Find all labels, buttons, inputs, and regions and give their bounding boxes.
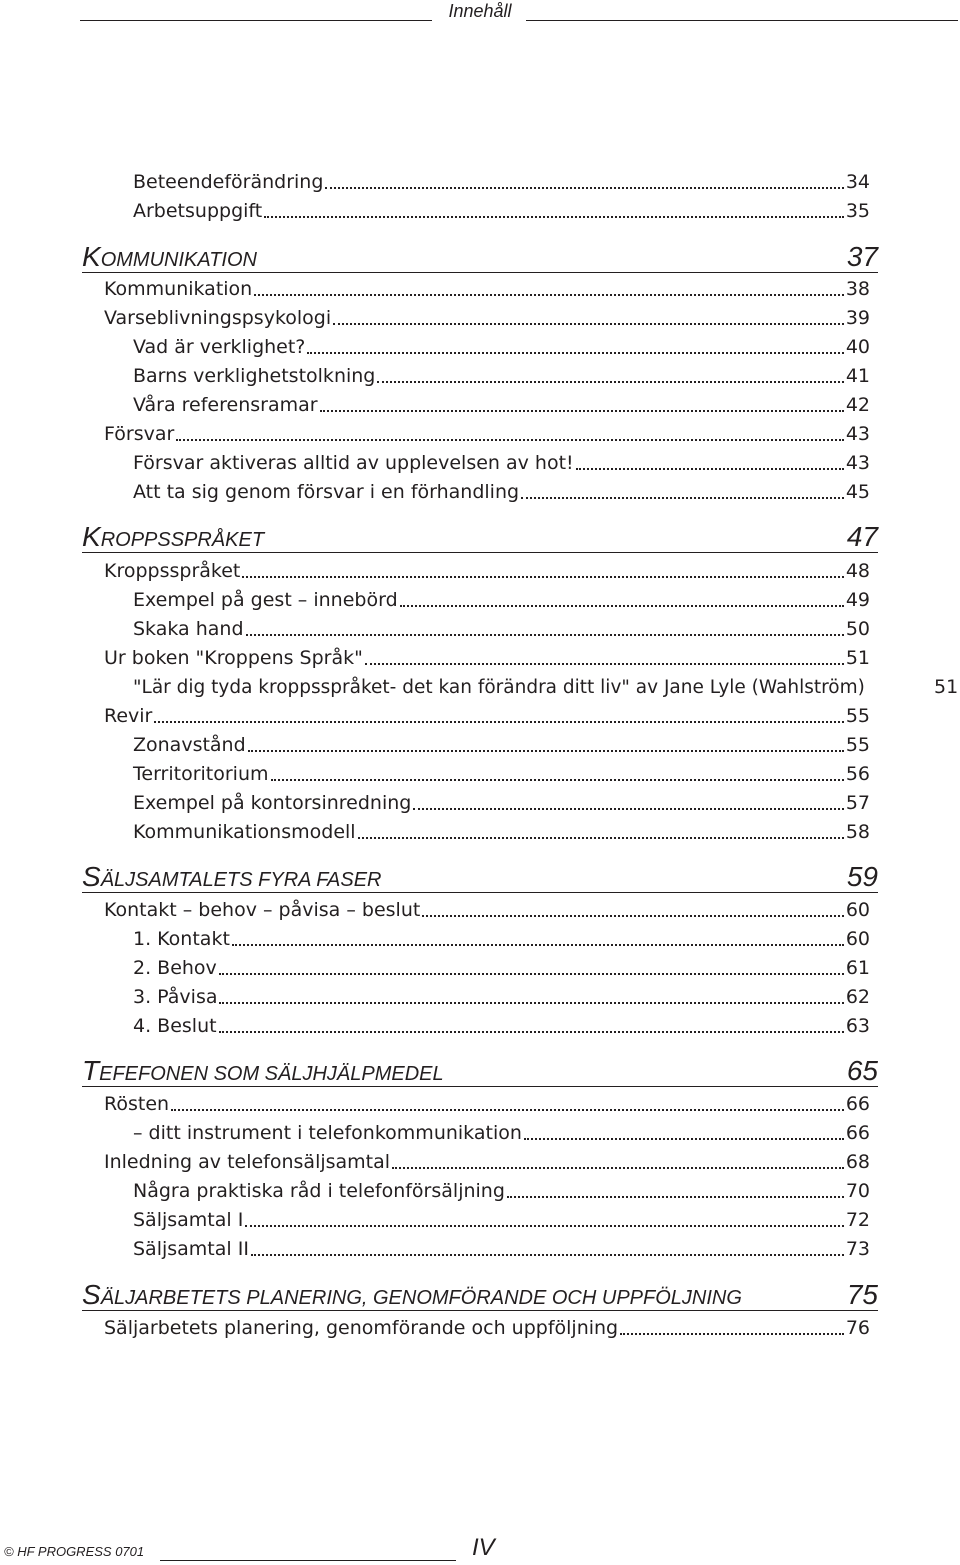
toc-entry-label: Territoritorium [133,763,269,785]
toc-section-heading[interactable] [82,518,878,553]
dot-leader [264,215,844,218]
toc-entry-label: – ditt instrument i telefonkommunikation [133,1122,522,1144]
dot-leader [377,380,843,383]
toc-entry-page: 43 [845,423,870,445]
toc-entry[interactable] [104,645,870,671]
toc-entry-page: 72 [845,1209,870,1231]
toc-entry-label: Inledning av telefonsäljsamtal [104,1151,391,1173]
toc-entry-page: 56 [845,763,870,785]
toc-entry-page: 49 [845,589,870,611]
toc-entry[interactable] [133,169,870,195]
dot-leader [524,1137,844,1140]
dot-leader [507,1195,844,1198]
toc-entry-page: 40 [845,336,870,358]
dot-leader [320,409,844,412]
dot-leader [521,496,844,499]
toc-entry-page: 34 [845,171,870,193]
toc-entry-page: 68 [845,1151,870,1173]
toc-entry-label: 4. Beslut [133,1015,217,1037]
toc-entry-label: Kommunikationsmodell [133,821,356,843]
dot-leader [219,972,844,975]
dot-leader [176,438,844,441]
toc-entry-label: Några praktiska råd i telefonförsäljning [133,1180,505,1202]
toc-entry-page: 51 [934,676,959,698]
toc-entry-page: 62 [845,986,870,1008]
dot-leader [413,807,843,810]
toc-entry-label: "Lär dig tyda kroppsspråket- det kan förändra ditt liv" av Jane Lyle (Wahlström) [133,677,865,698]
dot-leader [242,575,843,578]
dot-leader [422,914,844,917]
toc-entry-label: Revir [104,705,153,727]
dot-leader [392,1166,844,1169]
section-page: 59 [846,861,878,892]
toc-entry[interactable] [104,897,870,923]
toc-entry-label: Arbetsuppgift [133,200,263,222]
toc-entry-label: Säljarbetets planering, genomförande och uppföljning [104,1317,619,1339]
toc-entry[interactable] [133,984,870,1010]
toc-entry[interactable] [133,955,870,981]
section-title: TEFEFONEN SOM SÄLJHJÄLPMEDEL [82,1055,444,1086]
dot-leader [254,293,844,296]
toc-entry[interactable] [104,421,870,447]
section-page: 37 [846,241,878,272]
header-title: Innehåll [448,1,512,21]
toc-entry-label: Att ta sig genom försvar i en förhandling [133,481,520,503]
toc-entry[interactable] [133,1178,870,1204]
dot-leader [307,351,843,354]
toc-entry[interactable] [104,703,870,729]
dot-leader [154,720,843,723]
page-number: IV [472,1534,495,1561]
toc-entry-page: 42 [845,394,870,416]
dot-leader [325,186,843,189]
toc-entry[interactable] [133,1236,870,1262]
dot-leader [248,749,844,752]
section-title: KOMMUNIKATION [82,241,257,272]
toc-entry-page: 70 [845,1180,870,1202]
dot-leader [219,1001,843,1004]
toc-entry-label: Rösten [104,1093,170,1115]
toc-entry-label: Försvar [104,423,175,445]
toc-entry-label: Våra referensramar [133,394,318,416]
dot-leader [219,1030,844,1033]
toc-entry-page: 35 [845,200,870,222]
toc-entry-label: Exempel på gest – innebörd [133,589,398,611]
toc-entry[interactable] [133,1207,870,1233]
dot-leader [400,604,844,607]
section-title: KROPPSSPRÅKET [82,521,265,552]
toc-entry-page: 55 [845,705,870,727]
toc-entry-page: 50 [845,618,870,640]
dot-leader [620,1332,844,1335]
toc-entry-label: Försvar aktiveras alltid av upplevelsen av hot! [133,452,574,474]
toc-entry-page: 57 [845,792,870,814]
toc-entry-label: Säljsamtal II [133,1238,249,1260]
toc-entry-page: 38 [845,278,870,300]
toc-entry-page: 55 [845,734,870,756]
toc-entry[interactable] [133,819,870,845]
toc-entry[interactable] [104,558,870,584]
toc-entry-page: 43 [845,452,870,474]
toc-entry[interactable] [133,334,870,360]
dot-leader [365,662,844,665]
toc-entry-label: 3. Påvisa [133,986,218,1008]
toc-entry[interactable] [133,674,959,700]
page-footer [0,1530,960,1565]
toc-entry-label: 1. Kontakt [133,928,230,950]
toc-entry-label: Skaka hand [133,618,244,640]
toc-entry-label: Barns verklighetstolkning [133,365,376,387]
toc-entry-label: Beteendeförändring [133,171,324,193]
section-title: SÄLJSAMTALETS FYRA FASER [82,861,382,892]
toc-section-heading[interactable] [82,858,878,893]
toc-entry-page: 73 [845,1238,870,1260]
dot-leader [333,322,844,325]
toc-entry-page: 48 [845,560,870,582]
toc-entry-page: 51 [845,647,870,669]
toc-entry[interactable] [104,305,870,331]
dot-leader [245,1224,843,1227]
dot-leader [171,1108,844,1111]
toc-entry-label: Vad är verklighet? [133,336,306,358]
dot-leader [358,836,844,839]
toc-entry-page: 66 [845,1122,870,1144]
toc-entry[interactable] [133,761,870,787]
toc-entry[interactable] [104,1149,870,1175]
dot-leader [271,778,844,781]
dot-leader [576,467,844,470]
footer-rule [160,1560,456,1561]
toc-entry[interactable] [133,392,870,418]
toc-entry-label: Kontakt – behov – påvisa – beslut [104,899,421,921]
toc-entry-label: Zonavstånd [133,734,246,756]
toc-entry-page: 61 [845,957,870,979]
copyright-text: © HF PROGRESS 0701 [4,1544,145,1559]
toc-entry-label: Ur boken "Kroppens Språk" [104,647,363,669]
dot-leader [251,1253,844,1256]
toc-entry-label: Kroppsspråket [104,560,241,582]
toc-entry[interactable] [104,1091,870,1117]
toc-entry[interactable] [133,790,870,816]
toc-entry[interactable] [133,479,870,505]
section-page: 75 [846,1279,878,1310]
toc-entry[interactable] [104,1315,870,1341]
toc-entry[interactable] [104,276,870,302]
toc-entry-page: 41 [845,365,870,387]
toc-entry-label: Kommunikation [104,278,253,300]
toc-section-heading[interactable] [82,238,878,273]
toc-entry[interactable] [133,450,870,476]
dot-leader [232,943,844,946]
header-rule-right [526,20,958,21]
toc-entry-page: 66 [845,1093,870,1115]
toc-entry[interactable] [133,587,870,613]
toc-entry-page: 76 [845,1317,870,1339]
toc-entry[interactable] [133,732,870,758]
toc-entry[interactable] [133,616,870,642]
toc-entry[interactable] [133,198,870,224]
toc-entry-label: Varseblivningspsykologi [104,307,332,329]
toc-entry-label: 2. Behov [133,957,217,979]
toc-entry[interactable] [133,1013,870,1039]
toc-entry-page: 58 [845,821,870,843]
section-page: 47 [846,521,878,552]
section-page: 65 [846,1055,878,1086]
toc-entry[interactable] [133,1120,870,1146]
toc-entry[interactable] [133,926,870,952]
page-header [0,0,960,30]
section-title: SÄLJARBETETS PLANERING, GENOMFÖRANDE OCH UPPFÖLJNING [82,1279,742,1310]
toc-section-heading[interactable] [82,1276,878,1311]
toc-section-heading[interactable] [82,1052,878,1087]
dot-leader [246,633,844,636]
toc-entry-label: Säljsamtal I [133,1209,244,1231]
toc-entry-label: Exempel på kontorsinredning [133,792,412,814]
toc-entry-page: 60 [845,928,870,950]
toc-entry-page: 60 [845,899,870,921]
toc-entry-page: 63 [845,1015,870,1037]
toc-entry[interactable] [133,363,870,389]
toc-entry-page: 39 [845,307,870,329]
toc-entry-page: 45 [845,481,870,503]
